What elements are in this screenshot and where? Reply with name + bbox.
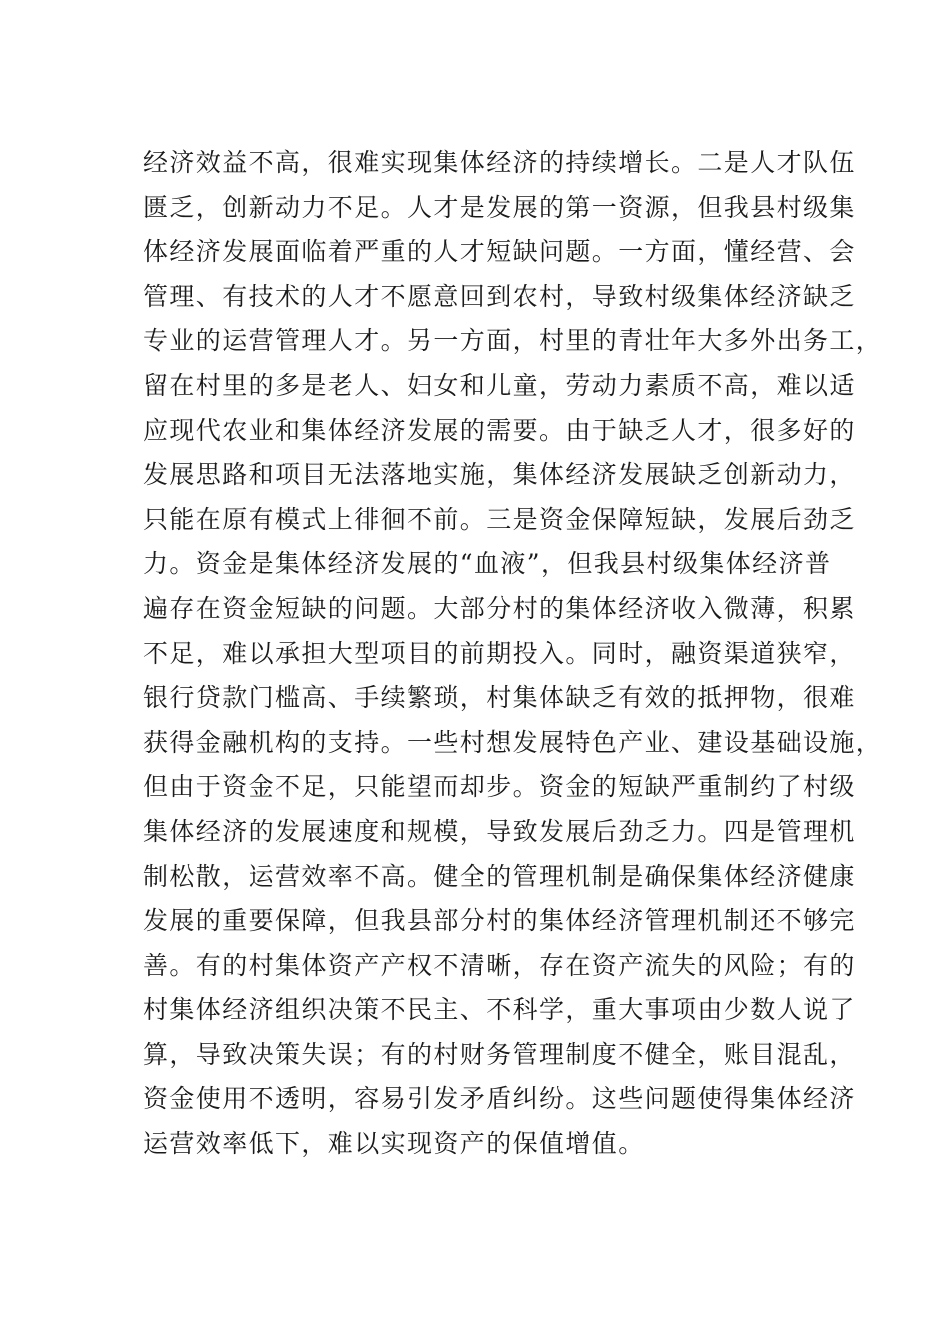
text-line-11: 遍存在资金短缺的问题。大部分村的集体经济收入微薄，积累 <box>143 593 856 623</box>
text-line-17: 制松散，运营效率不高。健全的管理机制是确保集体经济健康 <box>143 861 856 891</box>
text-line-21: 算，导致决策失误；有的村财务管理制度不健全，账目混乱， <box>143 1039 856 1069</box>
text-line-9: 只能在原有模式上徘徊不前。三是资金保障短缺，发展后劲乏 <box>143 504 856 534</box>
text-line-8: 发展思路和项目无法落地实施，集体经济发展缺乏创新动力， <box>143 460 856 490</box>
text-line-2: 匮乏，创新动力不足。人才是发展的第一资源，但我县村级集 <box>143 192 856 222</box>
text-line-4: 管理、有技术的人才不愿意回到农村，导致村级集体经济缺乏 <box>143 281 856 311</box>
text-line-3: 体经济发展面临着严重的人才短缺问题。一方面，懂经营、会 <box>143 237 856 267</box>
text-line-6: 留在村里的多是老人、妇女和儿童，劳动力素质不高，难以适 <box>143 370 856 400</box>
text-line-20: 村集体经济组织决策不民主、不科学，重大事项由少数人说了 <box>143 995 856 1025</box>
text-line-22: 资金使用不透明，容易引发矛盾纠纷。这些问题使得集体经济 <box>143 1084 856 1114</box>
text-line-12: 不足，难以承担大型项目的前期投入。同时，融资渠道狭窄， <box>143 638 856 668</box>
text-line-16: 集体经济的发展速度和规模，导致发展后劲乏力。四是管理机 <box>143 816 856 846</box>
text-line-5: 专业的运营管理人才。另一方面，村里的青壮年大多外出务工， <box>143 326 883 356</box>
text-line-14: 获得金融机构的支持。一些村想发展特色产业、建设基础设施， <box>143 727 883 757</box>
text-line-15: 但由于资金不足，只能望而却步。资金的短缺严重制约了村级 <box>143 772 856 802</box>
text-line-23: 运营效率低下，难以实现资产的保值增值。 <box>143 1129 645 1159</box>
text-line-10: 力。资金是集体经济发展的“血液”，但我县村级集体经济普 <box>143 549 832 579</box>
text-line-1: 经济效益不高，很难实现集体经济的持续增长。二是人才队伍 <box>143 148 856 177</box>
text-line-19: 善。有的村集体资产产权不清晰，存在资产流失的风险；有的 <box>143 950 856 980</box>
text-line-7: 应现代农业和集体经济发展的需要。由于缺乏人才，很多好的 <box>143 415 856 445</box>
text-line-13: 银行贷款门槛高、手续繁琐，村集体缺乏有效的抵押物，很难 <box>143 683 856 713</box>
body-paragraph <box>143 141 883 1167</box>
text-line-18: 发展的重要保障，但我县部分村的集体经济管理机制还不够完 <box>143 906 856 936</box>
